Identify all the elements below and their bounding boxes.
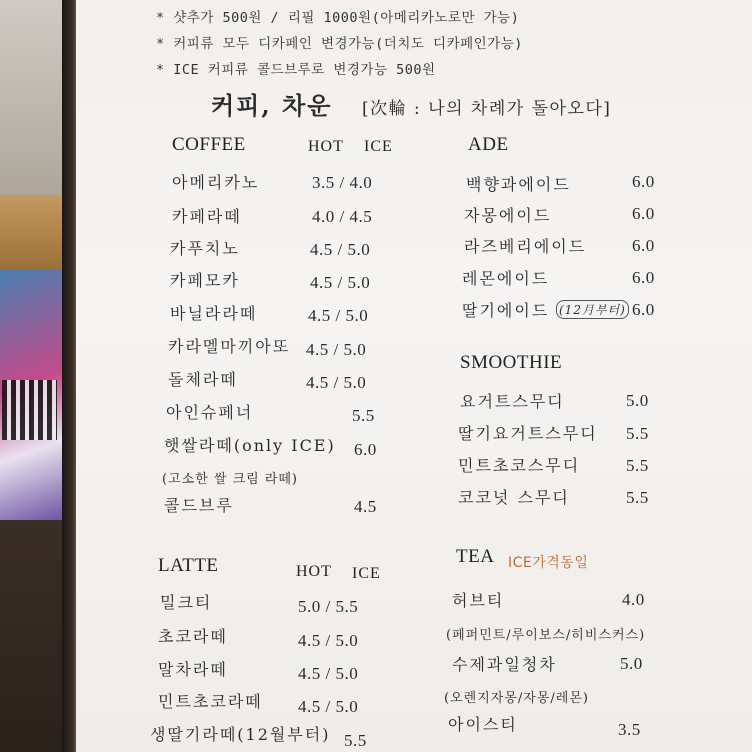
latte-item-price: 4.5 / 5.0	[298, 697, 359, 716]
latte-item-name: 초코라떼	[158, 627, 228, 646]
ade-item-name: 백향과에이드	[466, 175, 571, 194]
coffee-item-price: 3.5 / 4.0	[312, 173, 373, 192]
latte-item-name: 말차라떼	[158, 660, 228, 679]
smoothie-heading: SMOOTHIE	[460, 352, 563, 373]
qr-code	[2, 380, 57, 440]
coffee-item-price: 6.0	[354, 440, 377, 459]
smoothie-item-name: 딸기요거트스무디	[458, 424, 598, 443]
coffee-item-name: 바닐라라떼	[170, 304, 258, 323]
coffee-item-name: 카라멜마끼아또	[168, 337, 291, 356]
coffee-col-ice: ICE	[364, 138, 393, 155]
smoothie-item-name: 요거트스무디	[460, 392, 565, 411]
tea-heading: TEA	[456, 546, 495, 567]
coffee-item-price: 4.5 / 5.0	[310, 240, 371, 259]
coffee-item-name: 카푸치노	[170, 239, 240, 258]
ade-item-name: 딸기에이드	[462, 301, 550, 320]
tea-item-price: 4.0	[622, 590, 645, 609]
ade-handwritten-note: (12月부터)	[556, 300, 629, 319]
coffee-item-price: 4.5 / 5.0	[306, 373, 367, 392]
latte-item-name: 밀크티	[160, 593, 213, 612]
coffee-item-price: 4.5 / 5.0	[306, 340, 367, 359]
coffee-item-price: 4.5 / 5.0	[310, 273, 371, 292]
latte-heading: LATTE	[158, 555, 219, 576]
coffee-item-name: 돌체라떼	[168, 370, 238, 389]
tea-item-price: 3.5	[618, 720, 641, 739]
tea-item-price: 5.0	[620, 654, 643, 673]
smoothie-item-price: 5.0	[626, 391, 649, 410]
ade-item-name: 레몬에이드	[462, 269, 550, 288]
tea-item-name: 아이스티	[448, 715, 518, 734]
coffee-item-price: 4.0 / 4.5	[312, 207, 373, 226]
latte-item-price: 5.5	[344, 731, 367, 750]
coffee-item-name: 카페모카	[170, 271, 240, 290]
coffee-heading: COFFEE	[172, 134, 246, 155]
smoothie-item-name: 코코넛 스무디	[458, 488, 570, 507]
ade-item-name: 자몽에이드	[464, 206, 552, 225]
menu-subtitle: [次輪 : 나의 차례가 돌아오다]	[362, 99, 612, 119]
background-dark	[0, 520, 70, 752]
menu-paper	[76, 0, 752, 752]
note-shot: * 샷추가 500원 / 리필 1000원(아메리카노로만 가능)	[156, 10, 520, 26]
latte-item-name: 생딸기라떼(12월부터)	[150, 725, 331, 744]
latte-item-price: 4.5 / 5.0	[298, 664, 359, 683]
latte-col-ice: ICE	[352, 565, 381, 582]
coffee-item-name: 콜드브루	[164, 496, 234, 515]
menu-title: 커피, 차운	[211, 91, 333, 120]
ade-item-price: 6.0	[632, 236, 655, 255]
ade-item-name: 라즈베리에이드	[464, 237, 587, 256]
smoothie-item-name: 민트초코스무디	[458, 456, 581, 475]
latte-item-price: 5.0 / 5.5	[298, 597, 359, 616]
ade-item-price: 6.0	[632, 204, 655, 223]
coffee-item-name: 아메리카노	[172, 173, 260, 192]
tea-item-desc: (오렌지자몽/자몽/레몬)	[444, 691, 589, 706]
tea-item-name: 허브티	[452, 591, 505, 610]
coffee-item-name: 햇쌀라떼(only ICE)	[164, 436, 336, 455]
smoothie-item-price: 5.5	[626, 488, 649, 507]
note-decaf: * 커피류 모두 디카페인 변경가능(더치도 디카페인가능)	[156, 36, 523, 52]
latte-item-name: 민트초코라떼	[158, 692, 263, 711]
coffee-item-name: 카페라떼	[172, 207, 242, 226]
coffee-col-hot: HOT	[308, 138, 344, 155]
coffee-item-price: 4.5	[354, 497, 377, 516]
ade-heading: ADE	[468, 134, 509, 155]
ade-item-price: 6.0	[632, 300, 655, 319]
tea-ice-note: ICE가격동일	[508, 555, 589, 571]
coffee-item-price: 5.5	[352, 406, 375, 425]
tea-item-desc: (페퍼민트/루이보스/히비스커스)	[446, 628, 646, 643]
coffee-item-price: 4.5 / 5.0	[308, 306, 369, 325]
coffee-item-desc: (고소한 쌀 크림 라떼)	[162, 472, 299, 487]
coffee-item-name: 아인슈페너	[166, 403, 254, 422]
latte-col-hot: HOT	[296, 563, 332, 580]
ade-item-price: 6.0	[632, 268, 655, 287]
smoothie-item-price: 5.5	[626, 456, 649, 475]
note-coldbrew: * ICE 커피류 콜드브루로 변경가능 500원	[156, 62, 436, 78]
tea-item-name: 수제과일청차	[452, 655, 557, 674]
ade-item-price: 6.0	[632, 172, 655, 191]
smoothie-item-price: 5.5	[626, 424, 649, 443]
latte-item-price: 4.5 / 5.0	[298, 631, 359, 650]
